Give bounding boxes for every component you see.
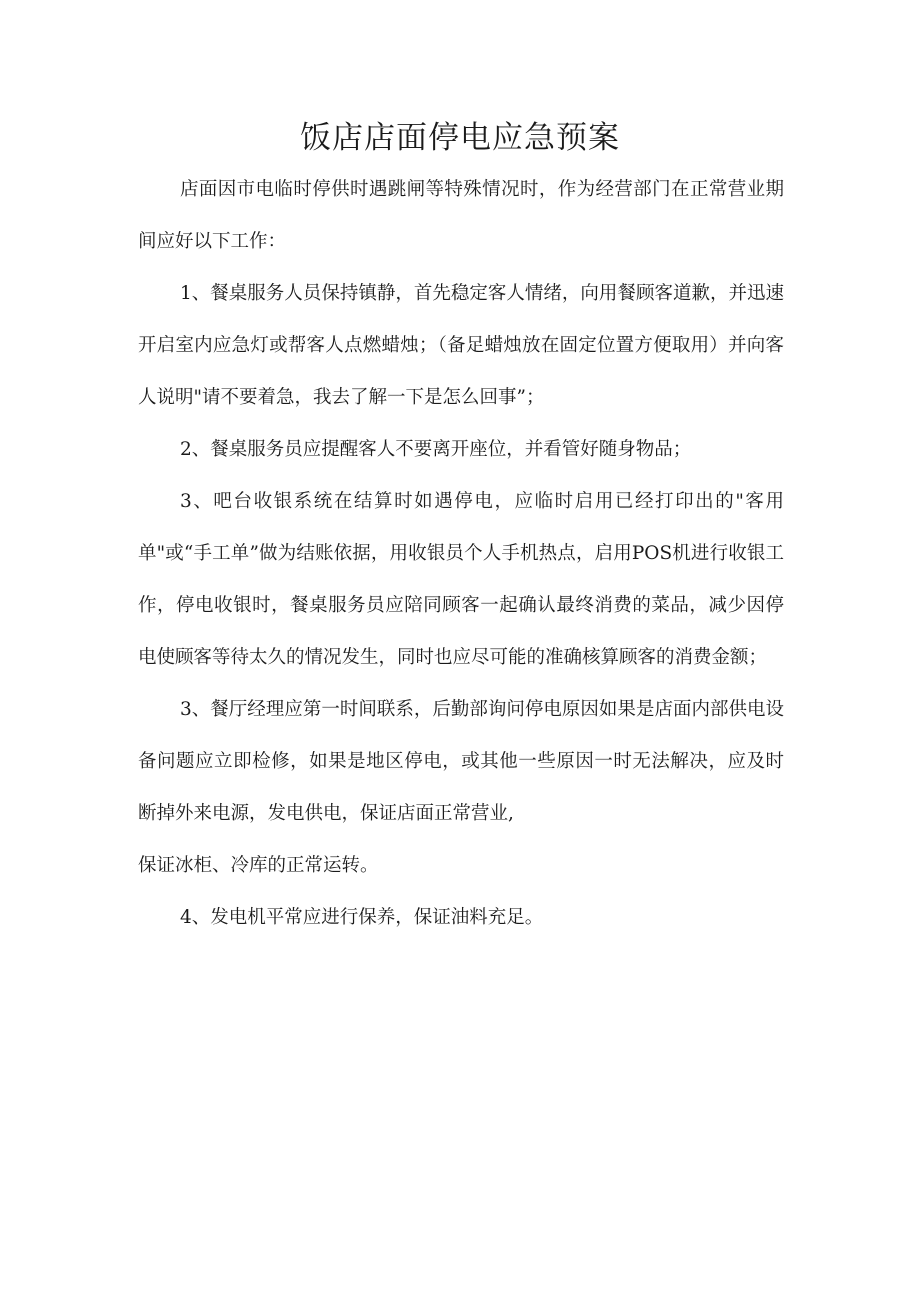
document-title: 饭店店面停电应急预案 — [300, 120, 620, 156]
document-body — [138, 164, 784, 944]
paragraph-item-4: 4、发电机平常应进行保养，保证油料充足。 — [180, 907, 544, 928]
paragraph-item-3-cashier: 3、吧台收银系统在结算时如遇停电，应临时启用已经打印出的"客用单"或“手工单”做为结账依据，用收银员个人手机热点，启用POS机进行收银工作，停电收银时，餐桌服务员应陪同顾客一起确认最终消费的菜品，减少因停电使顾客等待太久的情况发生，同时也应尽可能的准确核算顾客的消费金额； — [138, 491, 784, 668]
paragraph-item-1: 1、餐桌服务人员保持镇静，首先稳定客人情绪，向用餐顾客道歉，并迅速开启室内应急灯或帮客人点燃蜡烛；（备足蜡烛放在固定位置方便取用）并向客人说明"请不要着急，我去了解一下是怎么回事”； — [138, 283, 784, 408]
paragraph-item-2: 2、餐桌服务员应提醒客人不要离开座位，并看管好随身物品； — [180, 439, 692, 460]
paragraph-continuation: 保证冰柜、冷库的正常运转。 — [138, 855, 379, 876]
paragraph-item-3-manager: 3、餐厅经理应第一时间联系，后勤部询问停电原因如果是店面内部供电设备问题应立即检修，如果是地区停电，或其他一些原因一时无法解决，应及时断掉外来电源，发电供电，保证店面正常营业, — [138, 699, 784, 824]
paragraph-intro: 店面因市电临时停供时遇跳闸等特殊情况时，作为经营部门在正常营业期间应好以下工作： — [138, 179, 784, 252]
